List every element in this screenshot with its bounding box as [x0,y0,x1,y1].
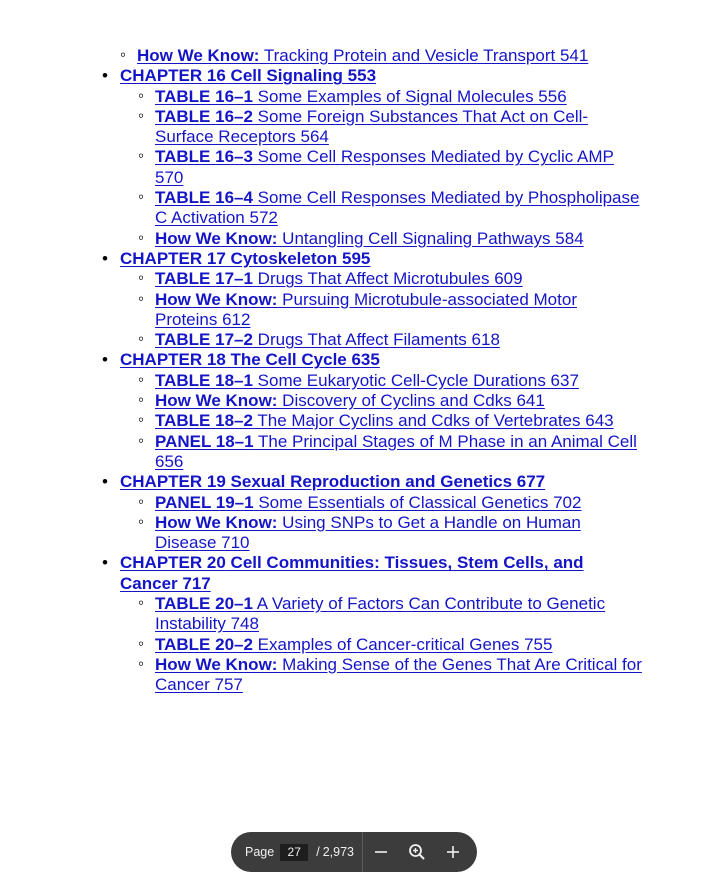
chapter-link[interactable] [120,553,584,592]
toc-link[interactable] [155,635,552,654]
toc-subitem [120,594,642,635]
entry-prefix: TABLE 17–2 [155,330,253,350]
entry-text: Some Examples of Signal Molecules 556 [252,86,567,106]
entry-text: Some Cell Responses Mediated by Cyclic AMP 570 [155,147,614,187]
toc-link[interactable] [155,188,639,227]
chapter-link[interactable] [120,350,380,369]
entry-prefix: TABLE 20–1 [155,594,253,614]
chapter-list [102,66,642,695]
entry-text: The Major Cyclins and Cdks of Vertebrates 643 [252,411,614,431]
entry-text: Drugs That Affect Filaments 618 [252,330,500,350]
zoom-in-button[interactable] [435,832,471,872]
toc-subitem [102,46,642,66]
entry-prefix: How We Know: [137,46,260,65]
page-label: Page [245,845,275,859]
toc-subitem [120,188,642,229]
entry-text: Some Foreign Substances That Act on Cell-Surface Receptors 564 [155,106,589,147]
toc-link[interactable] [155,411,614,430]
toc-subitem [120,107,642,148]
entry-prefix: TABLE 20–2 [155,634,253,654]
entry-text: Making Sense of the Genes That Are Critical for Cancer 757 [155,654,642,695]
toc-subitem [120,87,642,107]
entry-prefix: TABLE 16–3 [155,147,253,167]
toc-link-leading[interactable] [137,46,588,65]
toc-subitem [120,391,642,411]
entry-text: Using SNPs to Get a Handle on Human Disease 710 [155,512,581,553]
entry-prefix: TABLE 16–4 [155,188,253,208]
toc-link[interactable] [155,493,581,512]
plus-icon [446,845,460,859]
toc-link[interactable] [155,432,637,471]
toc-link[interactable] [155,229,584,248]
chapter-sublist [120,594,642,695]
toc-link[interactable] [155,391,545,410]
entry-text: The Principal Stages of M Phase in an Animal Cell 656 [155,431,637,471]
minus-icon [374,845,388,859]
entry-prefix: PANEL 18–1 [155,431,254,451]
toc-subitem [120,229,642,249]
toc-subitem [120,432,642,473]
entry-prefix: How We Know: [155,289,278,309]
chapter-title: Cell Signaling 553 [225,66,377,86]
entry-text: Untangling Cell Signaling Pathways 584 [277,228,584,248]
toc-subitem [120,635,642,655]
entry-prefix: TABLE 18–1 [155,370,253,390]
chapter-link[interactable] [120,249,370,268]
toc-subitem [120,330,642,350]
page-number-input[interactable] [280,844,308,861]
entry-text: Drugs That Affect Microtubules 609 [252,269,523,289]
entry-text: Some Cell Responses Mediated by Phospholipase C Activation 572 [155,188,640,228]
toc-link[interactable] [155,290,577,329]
page-separator: / [316,845,320,859]
toc-subitem [120,147,642,188]
chapter-prefix: CHAPTER 17 [120,248,226,268]
toc-link[interactable] [155,513,581,552]
entry-text: Discovery of Cyclins and Cdks 641 [277,391,545,411]
toc-subitem [120,411,642,431]
chapter-prefix: CHAPTER 20 [120,553,226,573]
table-of-contents [102,46,642,696]
toc-subitem [120,290,642,331]
chapter-link[interactable] [120,472,545,491]
entry-prefix: TABLE 16–1 [155,86,253,106]
chapter-sublist [120,269,642,350]
toc-link[interactable] [155,594,605,633]
chapter-item [102,350,642,472]
chapter-title: The Cell Cycle 635 [225,350,380,370]
chapter-prefix: CHAPTER 19 [120,472,226,492]
entry-prefix: TABLE 18–2 [155,411,253,431]
toc-subitem [120,371,642,391]
chapter-item [102,249,642,350]
chapter-link[interactable] [120,66,376,85]
toc-subitem [120,493,642,513]
chapter-title: Cell Communities: Tissues, Stem Cells, and Cancer 717 [120,553,584,593]
chapter-sublist [120,87,642,249]
fit-zoom-button[interactable] [399,832,435,872]
entry-text: Tracking Protein and Vesicle Transport 541 [259,46,589,65]
leading-sublist [102,46,642,66]
toc-subitem [120,513,642,554]
entry-prefix: How We Know: [155,654,278,674]
toc-subitem [120,655,642,696]
toc-link[interactable] [155,371,579,390]
chapter-item [102,472,642,553]
entry-text: A Variety of Factors Can Contribute to Genetic Instability 748 [155,594,606,634]
chapter-title: Sexual Reproduction and Genetics 677 [225,472,546,492]
chapter-title: Cytoskeleton 595 [225,248,371,268]
entry-prefix: How We Know: [155,512,278,532]
chapter-item [102,66,642,249]
magnifier-icon [408,843,426,861]
toc-link[interactable] [155,655,642,694]
zoom-out-button[interactable] [363,832,399,872]
toc-subitem [120,269,642,289]
entry-text: Pursuing Microtubule-associated Motor Proteins 612 [155,289,577,329]
entry-prefix: TABLE 16–2 [155,106,253,126]
entry-prefix: How We Know: [155,391,278,411]
entry-text: Some Essentials of Classical Genetics 702 [253,492,582,512]
chapter-sublist [120,493,642,554]
toc-link[interactable] [155,107,588,146]
entry-prefix: PANEL 19–1 [155,492,254,512]
toc-link[interactable] [155,269,523,288]
entry-prefix: How We Know: [155,228,278,248]
entry-text: Examples of Cancer-critical Genes 755 [252,634,553,654]
page-toolbar [231,832,477,872]
chapter-sublist [120,371,642,472]
chapter-prefix: CHAPTER 16 [120,66,226,86]
toc-link[interactable] [155,330,500,349]
entry-text: Some Eukaryotic Cell-Cycle Durations 637 [252,370,579,390]
total-pages: 2,973 [322,845,354,859]
chapter-prefix: CHAPTER 18 [120,350,226,370]
chapter-item [102,553,642,695]
toc-link[interactable] [155,87,567,106]
toc-link[interactable] [155,147,614,186]
entry-prefix: TABLE 17–1 [155,269,253,289]
